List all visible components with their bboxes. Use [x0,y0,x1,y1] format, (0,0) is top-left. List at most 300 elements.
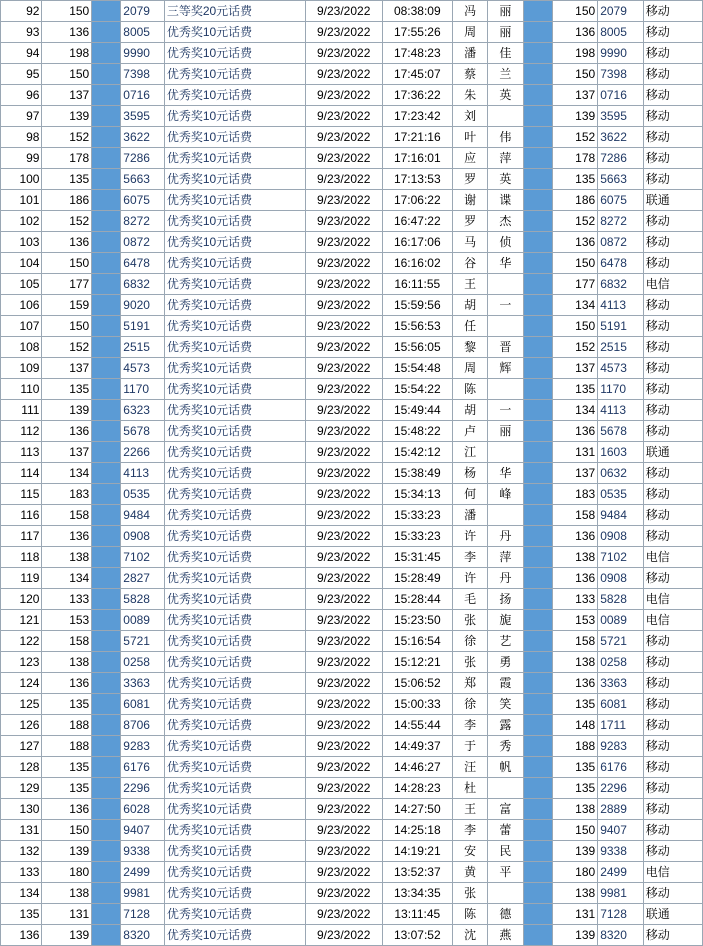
time-cell[interactable]: 14:55:44 [382,715,453,736]
given-name-cell[interactable]: 谍 [488,190,523,211]
date-cell[interactable]: 9/23/2022 [305,400,382,421]
date-cell[interactable]: 9/23/2022 [305,358,382,379]
code-cell[interactable]: 2296 [121,778,165,799]
code-secondary-cell[interactable]: 8005 [598,22,644,43]
code-cell[interactable]: 6832 [121,274,165,295]
date-cell[interactable]: 9/23/2022 [305,799,382,820]
surname-cell[interactable]: 江 [453,442,488,463]
points-cell[interactable]: 180 [42,862,92,883]
prize-cell[interactable]: 优秀奖10元话费 [164,253,305,274]
code-secondary-cell[interactable]: 5721 [598,631,644,652]
code-secondary-cell[interactable]: 1711 [598,715,644,736]
code-secondary-cell[interactable]: 0716 [598,85,644,106]
code-cell[interactable]: 5678 [121,421,165,442]
points-secondary-cell[interactable]: 153 [552,610,598,631]
table-row[interactable] [1,337,703,358]
time-cell[interactable]: 14:19:21 [382,841,453,862]
code-cell[interactable]: 4113 [121,463,165,484]
code-secondary-cell[interactable]: 2499 [598,862,644,883]
carrier-cell[interactable]: 移动 [643,127,702,148]
time-cell[interactable]: 15:42:12 [382,442,453,463]
time-cell[interactable]: 15:34:13 [382,484,453,505]
prize-cell[interactable]: 优秀奖10元话费 [164,757,305,778]
code-cell[interactable]: 5721 [121,631,165,652]
table-row[interactable] [1,22,703,43]
date-cell[interactable]: 9/23/2022 [305,106,382,127]
surname-cell[interactable]: 叶 [453,127,488,148]
prize-cell[interactable]: 优秀奖10元话费 [164,274,305,295]
carrier-cell[interactable]: 移动 [643,673,702,694]
date-cell[interactable]: 9/23/2022 [305,127,382,148]
surname-cell[interactable]: 李 [453,547,488,568]
points-cell[interactable]: 134 [42,568,92,589]
carrier-cell[interactable]: 移动 [643,799,702,820]
given-name-cell[interactable] [488,316,523,337]
carrier-cell[interactable]: 移动 [643,85,702,106]
points-secondary-cell[interactable]: 198 [552,43,598,64]
points-secondary-cell[interactable]: 158 [552,505,598,526]
date-cell[interactable]: 9/23/2022 [305,421,382,442]
surname-cell[interactable]: 周 [453,358,488,379]
time-cell[interactable]: 15:33:23 [382,526,453,547]
carrier-cell[interactable]: 移动 [643,652,702,673]
carrier-cell[interactable]: 移动 [643,505,702,526]
date-cell[interactable]: 9/23/2022 [305,232,382,253]
given-name-cell[interactable] [488,106,523,127]
code-secondary-cell[interactable]: 3622 [598,127,644,148]
carrier-cell[interactable]: 联通 [643,190,702,211]
code-secondary-cell[interactable]: 5678 [598,421,644,442]
prize-cell[interactable]: 优秀奖10元话费 [164,232,305,253]
code-secondary-cell[interactable]: 3595 [598,106,644,127]
surname-cell[interactable]: 毛 [453,589,488,610]
points-secondary-cell[interactable]: 177 [552,274,598,295]
given-name-cell[interactable] [488,778,523,799]
code-cell[interactable]: 2079 [121,1,165,22]
carrier-cell[interactable]: 移动 [643,1,702,22]
points-secondary-cell[interactable]: 150 [552,1,598,22]
given-name-cell[interactable]: 杰 [488,211,523,232]
code-secondary-cell[interactable]: 4113 [598,400,644,421]
code-secondary-cell[interactable]: 0258 [598,652,644,673]
time-cell[interactable]: 15:59:56 [382,295,453,316]
surname-cell[interactable]: 张 [453,652,488,673]
time-cell[interactable]: 14:46:27 [382,757,453,778]
code-cell[interactable]: 7286 [121,148,165,169]
code-cell[interactable]: 9338 [121,841,165,862]
date-cell[interactable]: 9/23/2022 [305,610,382,631]
table-row[interactable] [1,547,703,568]
code-cell[interactable]: 9283 [121,736,165,757]
time-cell[interactable]: 17:06:22 [382,190,453,211]
date-cell[interactable]: 9/23/2022 [305,925,382,946]
table-row[interactable] [1,43,703,64]
code-secondary-cell[interactable]: 1603 [598,442,644,463]
surname-cell[interactable]: 罗 [453,211,488,232]
code-cell[interactable]: 2266 [121,442,165,463]
time-cell[interactable]: 15:12:21 [382,652,453,673]
prize-cell[interactable]: 优秀奖10元话费 [164,778,305,799]
table-row[interactable] [1,484,703,505]
table-row[interactable] [1,253,703,274]
time-cell[interactable]: 15:06:52 [382,673,453,694]
points-cell[interactable]: 152 [42,211,92,232]
code-cell[interactable]: 0258 [121,652,165,673]
prize-cell[interactable]: 优秀奖10元话费 [164,904,305,925]
given-name-cell[interactable]: 晋 [488,337,523,358]
carrier-cell[interactable]: 移动 [643,64,702,85]
table-row[interactable] [1,631,703,652]
table-row[interactable] [1,589,703,610]
time-cell[interactable]: 15:56:05 [382,337,453,358]
given-name-cell[interactable]: 兰 [488,64,523,85]
surname-cell[interactable]: 胡 [453,400,488,421]
surname-cell[interactable]: 安 [453,841,488,862]
surname-cell[interactable]: 周 [453,22,488,43]
date-cell[interactable]: 9/23/2022 [305,1,382,22]
date-cell[interactable]: 9/23/2022 [305,211,382,232]
points-secondary-cell[interactable]: 135 [552,694,598,715]
date-cell[interactable]: 9/23/2022 [305,85,382,106]
time-cell[interactable]: 15:54:22 [382,379,453,400]
table-row[interactable] [1,64,703,85]
code-cell[interactable]: 0908 [121,526,165,547]
given-name-cell[interactable]: 华 [488,253,523,274]
code-secondary-cell[interactable]: 6075 [598,190,644,211]
code-secondary-cell[interactable]: 6081 [598,694,644,715]
prize-cell[interactable]: 优秀奖10元话费 [164,799,305,820]
points-secondary-cell[interactable]: 135 [552,169,598,190]
prize-cell[interactable]: 优秀奖10元话费 [164,610,305,631]
code-secondary-cell[interactable]: 3363 [598,673,644,694]
points-secondary-cell[interactable]: 150 [552,253,598,274]
surname-cell[interactable]: 汪 [453,757,488,778]
code-cell[interactable]: 8706 [121,715,165,736]
code-secondary-cell[interactable]: 0535 [598,484,644,505]
date-cell[interactable]: 9/23/2022 [305,673,382,694]
given-name-cell[interactable]: 佳 [488,43,523,64]
carrier-cell[interactable]: 移动 [643,526,702,547]
carrier-cell[interactable]: 移动 [643,295,702,316]
given-name-cell[interactable]: 富 [488,799,523,820]
carrier-cell[interactable]: 电信 [643,589,702,610]
points-secondary-cell[interactable]: 135 [552,379,598,400]
table-row[interactable] [1,883,703,904]
points-cell[interactable]: 183 [42,484,92,505]
given-name-cell[interactable] [488,274,523,295]
code-secondary-cell[interactable]: 6176 [598,757,644,778]
points-cell[interactable]: 178 [42,148,92,169]
given-name-cell[interactable]: 平 [488,862,523,883]
given-name-cell[interactable]: 华 [488,463,523,484]
given-name-cell[interactable]: 丽 [488,421,523,442]
points-secondary-cell[interactable]: 139 [552,925,598,946]
surname-cell[interactable]: 李 [453,715,488,736]
time-cell[interactable]: 17:55:26 [382,22,453,43]
code-secondary-cell[interactable]: 2079 [598,1,644,22]
carrier-cell[interactable]: 移动 [643,736,702,757]
surname-cell[interactable]: 张 [453,610,488,631]
table-row[interactable] [1,169,703,190]
date-cell[interactable]: 9/23/2022 [305,169,382,190]
surname-cell[interactable]: 蔡 [453,64,488,85]
points-cell[interactable]: 153 [42,610,92,631]
code-secondary-cell[interactable]: 6832 [598,274,644,295]
points-secondary-cell[interactable]: 136 [552,421,598,442]
code-secondary-cell[interactable]: 7128 [598,904,644,925]
points-cell[interactable]: 135 [42,169,92,190]
date-cell[interactable]: 9/23/2022 [305,883,382,904]
table-row[interactable] [1,715,703,736]
carrier-cell[interactable]: 移动 [643,421,702,442]
code-cell[interactable]: 9407 [121,820,165,841]
surname-cell[interactable]: 沈 [453,925,488,946]
date-cell[interactable]: 9/23/2022 [305,316,382,337]
prize-cell[interactable]: 优秀奖10元话费 [164,421,305,442]
code-secondary-cell[interactable]: 7286 [598,148,644,169]
time-cell[interactable]: 15:38:49 [382,463,453,484]
code-cell[interactable]: 3622 [121,127,165,148]
time-cell[interactable]: 13:07:52 [382,925,453,946]
points-secondary-cell[interactable]: 150 [552,64,598,85]
time-cell[interactable]: 16:17:06 [382,232,453,253]
surname-cell[interactable]: 郑 [453,673,488,694]
surname-cell[interactable]: 潘 [453,505,488,526]
given-name-cell[interactable]: 燕 [488,925,523,946]
carrier-cell[interactable]: 移动 [643,715,702,736]
given-name-cell[interactable]: 扬 [488,589,523,610]
code-secondary-cell[interactable]: 9338 [598,841,644,862]
code-cell[interactable]: 5191 [121,316,165,337]
carrier-cell[interactable]: 电信 [643,610,702,631]
given-name-cell[interactable]: 露 [488,715,523,736]
surname-cell[interactable]: 王 [453,799,488,820]
table-row[interactable] [1,421,703,442]
points-cell[interactable]: 136 [42,232,92,253]
code-cell[interactable]: 2515 [121,337,165,358]
time-cell[interactable]: 17:48:23 [382,43,453,64]
code-cell[interactable]: 1170 [121,379,165,400]
code-secondary-cell[interactable]: 6478 [598,253,644,274]
given-name-cell[interactable]: 丹 [488,526,523,547]
code-cell[interactable]: 7102 [121,547,165,568]
time-cell[interactable]: 14:27:50 [382,799,453,820]
prize-cell[interactable]: 优秀奖10元话费 [164,547,305,568]
points-cell[interactable]: 137 [42,85,92,106]
date-cell[interactable]: 9/23/2022 [305,22,382,43]
points-secondary-cell[interactable]: 136 [552,673,598,694]
table-row[interactable] [1,316,703,337]
date-cell[interactable]: 9/23/2022 [305,463,382,484]
given-name-cell[interactable]: 丽 [488,22,523,43]
carrier-cell[interactable]: 移动 [643,22,702,43]
code-cell[interactable]: 7128 [121,904,165,925]
prize-cell[interactable]: 优秀奖10元话费 [164,673,305,694]
surname-cell[interactable]: 张 [453,883,488,904]
points-cell[interactable]: 137 [42,442,92,463]
code-cell[interactable]: 0535 [121,484,165,505]
code-cell[interactable]: 0872 [121,232,165,253]
table-row[interactable] [1,85,703,106]
prize-cell[interactable]: 优秀奖10元话费 [164,505,305,526]
surname-cell[interactable]: 杨 [453,463,488,484]
points-secondary-cell[interactable]: 138 [552,799,598,820]
given-name-cell[interactable] [488,442,523,463]
given-name-cell[interactable]: 民 [488,841,523,862]
prize-cell[interactable]: 优秀奖10元话费 [164,127,305,148]
date-cell[interactable]: 9/23/2022 [305,715,382,736]
code-secondary-cell[interactable]: 9283 [598,736,644,757]
table-row[interactable] [1,757,703,778]
points-secondary-cell[interactable]: 131 [552,442,598,463]
prize-cell[interactable]: 优秀奖10元话费 [164,484,305,505]
date-cell[interactable]: 9/23/2022 [305,148,382,169]
given-name-cell[interactable]: 英 [488,85,523,106]
given-name-cell[interactable]: 伟 [488,127,523,148]
time-cell[interactable]: 17:21:16 [382,127,453,148]
table-row[interactable] [1,925,703,946]
surname-cell[interactable]: 徐 [453,631,488,652]
surname-cell[interactable]: 谢 [453,190,488,211]
surname-cell[interactable]: 徐 [453,694,488,715]
given-name-cell[interactable] [488,883,523,904]
given-name-cell[interactable]: 蕾 [488,820,523,841]
date-cell[interactable]: 9/23/2022 [305,484,382,505]
points-secondary-cell[interactable]: 186 [552,190,598,211]
code-cell[interactable]: 6323 [121,400,165,421]
surname-cell[interactable]: 王 [453,274,488,295]
table-row[interactable] [1,673,703,694]
prize-cell[interactable]: 优秀奖10元话费 [164,211,305,232]
prize-cell[interactable]: 优秀奖10元话费 [164,463,305,484]
points-cell[interactable]: 159 [42,295,92,316]
surname-cell[interactable]: 黄 [453,862,488,883]
points-secondary-cell[interactable]: 134 [552,400,598,421]
surname-cell[interactable]: 谷 [453,253,488,274]
surname-cell[interactable]: 杜 [453,778,488,799]
prize-cell[interactable]: 优秀奖10元话费 [164,862,305,883]
points-secondary-cell[interactable]: 134 [552,295,598,316]
carrier-cell[interactable]: 移动 [643,169,702,190]
time-cell[interactable]: 13:11:45 [382,904,453,925]
prize-cell[interactable]: 优秀奖10元话费 [164,43,305,64]
given-name-cell[interactable]: 峰 [488,484,523,505]
table-row[interactable] [1,358,703,379]
points-cell[interactable]: 150 [42,253,92,274]
carrier-cell[interactable]: 移动 [643,400,702,421]
prize-cell[interactable]: 优秀奖10元话费 [164,400,305,421]
carrier-cell[interactable]: 移动 [643,631,702,652]
code-secondary-cell[interactable]: 9407 [598,820,644,841]
carrier-cell[interactable]: 移动 [643,253,702,274]
points-secondary-cell[interactable]: 131 [552,904,598,925]
date-cell[interactable]: 9/23/2022 [305,736,382,757]
code-cell[interactable]: 8272 [121,211,165,232]
prize-cell[interactable]: 优秀奖10元话费 [164,652,305,673]
table-row[interactable] [1,400,703,421]
date-cell[interactable]: 9/23/2022 [305,505,382,526]
prize-cell[interactable]: 优秀奖10元话费 [164,169,305,190]
points-cell[interactable]: 139 [42,925,92,946]
date-cell[interactable]: 9/23/2022 [305,820,382,841]
prize-cell[interactable]: 优秀奖10元话费 [164,85,305,106]
time-cell[interactable]: 17:16:01 [382,148,453,169]
points-secondary-cell[interactable]: 133 [552,589,598,610]
carrier-cell[interactable]: 移动 [643,820,702,841]
prize-cell[interactable]: 优秀奖10元话费 [164,694,305,715]
carrier-cell[interactable]: 联通 [643,442,702,463]
prize-cell[interactable]: 优秀奖10元话费 [164,190,305,211]
points-cell[interactable]: 158 [42,631,92,652]
points-secondary-cell[interactable]: 150 [552,316,598,337]
carrier-cell[interactable]: 移动 [643,316,702,337]
code-cell[interactable]: 9990 [121,43,165,64]
points-cell[interactable]: 135 [42,757,92,778]
table-row[interactable] [1,106,703,127]
time-cell[interactable]: 17:36:22 [382,85,453,106]
code-secondary-cell[interactable]: 9484 [598,505,644,526]
table-row[interactable] [1,127,703,148]
table-row[interactable] [1,463,703,484]
code-secondary-cell[interactable]: 5191 [598,316,644,337]
code-cell[interactable]: 4573 [121,358,165,379]
points-secondary-cell[interactable]: 136 [552,22,598,43]
code-secondary-cell[interactable]: 9981 [598,883,644,904]
carrier-cell[interactable]: 移动 [643,106,702,127]
points-secondary-cell[interactable]: 136 [552,232,598,253]
carrier-cell[interactable]: 移动 [643,379,702,400]
given-name-cell[interactable]: 英 [488,169,523,190]
given-name-cell[interactable]: 旎 [488,610,523,631]
carrier-cell[interactable]: 移动 [643,358,702,379]
points-secondary-cell[interactable]: 158 [552,631,598,652]
points-cell[interactable]: 139 [42,400,92,421]
date-cell[interactable]: 9/23/2022 [305,568,382,589]
given-name-cell[interactable]: 萍 [488,547,523,568]
given-name-cell[interactable]: 萍 [488,148,523,169]
prize-cell[interactable]: 优秀奖10元话费 [164,379,305,400]
code-secondary-cell[interactable]: 8272 [598,211,644,232]
given-name-cell[interactable]: 霞 [488,673,523,694]
surname-cell[interactable]: 黎 [453,337,488,358]
code-secondary-cell[interactable]: 2296 [598,778,644,799]
carrier-cell[interactable]: 移动 [643,463,702,484]
surname-cell[interactable]: 陈 [453,379,488,400]
points-secondary-cell[interactable]: 180 [552,862,598,883]
points-secondary-cell[interactable]: 148 [552,715,598,736]
code-cell[interactable]: 6028 [121,799,165,820]
carrier-cell[interactable]: 移动 [643,694,702,715]
code-secondary-cell[interactable]: 2515 [598,337,644,358]
prize-cell[interactable]: 优秀奖10元话费 [164,337,305,358]
table-row[interactable] [1,211,703,232]
given-name-cell[interactable]: 秀 [488,736,523,757]
date-cell[interactable]: 9/23/2022 [305,694,382,715]
table-row[interactable] [1,736,703,757]
prize-cell[interactable]: 优秀奖10元话费 [164,568,305,589]
code-cell[interactable]: 2827 [121,568,165,589]
code-secondary-cell[interactable]: 9990 [598,43,644,64]
surname-cell[interactable]: 任 [453,316,488,337]
code-cell[interactable]: 9020 [121,295,165,316]
prize-cell[interactable]: 优秀奖10元话费 [164,148,305,169]
code-cell[interactable]: 6081 [121,694,165,715]
points-cell[interactable]: 158 [42,505,92,526]
table-row[interactable] [1,862,703,883]
surname-cell[interactable]: 潘 [453,43,488,64]
points-cell[interactable]: 150 [42,820,92,841]
points-cell[interactable]: 150 [42,1,92,22]
